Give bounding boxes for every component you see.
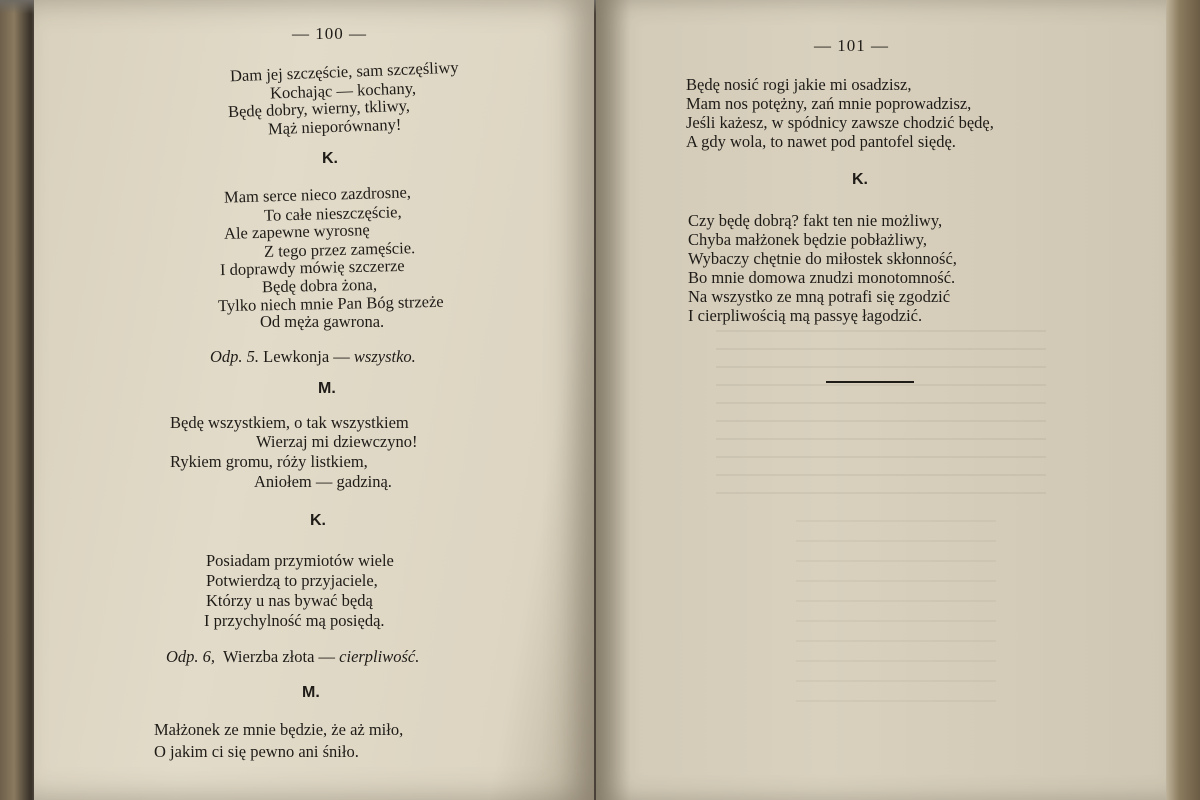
answer-prefix: Odp. 5. xyxy=(210,347,260,366)
verse-line: Mąż nieporównany! xyxy=(267,114,402,139)
verse-line: Wybaczy chętnie do miłostek skłonność, xyxy=(688,249,957,268)
verse-line: Małżonek ze mnie będzie, że aż miło, xyxy=(154,720,404,739)
verse-line: Aniołem — gadziną. xyxy=(254,472,392,491)
answer-text: Wierzba złota — xyxy=(223,647,336,666)
book-edge xyxy=(1166,0,1200,800)
verse-line: Z tego przez zamęście. xyxy=(263,238,416,261)
verse-line: Kochając — kochany, xyxy=(269,78,417,103)
speaker-label: K. xyxy=(852,171,868,188)
bleed-through-text xyxy=(796,520,996,720)
verse-line: Od męża gawrona. xyxy=(260,312,385,331)
verse-line: Dam jej szczęście, sam szczęśliwy xyxy=(229,57,459,86)
verse-line: Posiadam przymiotów wiele xyxy=(206,551,394,570)
page-number-right: — 101 — xyxy=(814,36,889,55)
speaker-label: M. xyxy=(318,380,336,397)
right-page xyxy=(596,0,1166,800)
left-page xyxy=(34,0,594,800)
speaker-label: K. xyxy=(310,512,326,529)
verse-line: Mam serce nieco zazdrosne, xyxy=(223,182,412,207)
page-number-left: — 100 — xyxy=(292,24,367,43)
verse-line: I doprawdy mówię szczerze xyxy=(219,255,405,280)
verse-line: To całe nieszczęście, xyxy=(263,202,402,225)
verse-line: I przychylność mą posiędą. xyxy=(204,611,385,630)
answer-word: cierpliwość. xyxy=(339,647,420,666)
answer-line xyxy=(166,647,419,667)
verse-line: Tylko niech mnie Pan Bóg strzeże xyxy=(217,291,444,316)
speaker-label: K. xyxy=(322,150,338,167)
verse-line: Chyba małżonek będzie pobłażliwy, xyxy=(688,230,928,249)
verse-line: Będę nosić rogi jakie mi osadzisz, xyxy=(686,75,912,94)
answer-word: wszystko. xyxy=(353,347,416,366)
verse-line: Bo mnie domowa znudzi monotomność. xyxy=(688,268,956,287)
verse-line: Wierzaj mi dziewczyno! xyxy=(256,432,418,451)
verse-line: Będę dobra żona, xyxy=(261,274,378,297)
verse-line: Potwierdzą to przyjaciele, xyxy=(206,571,378,590)
answer-prefix: Odp. 6, xyxy=(166,647,216,666)
verse-line: Jeśli każesz, w spódnicy zawsze chodzić będę, xyxy=(686,113,994,132)
verse-line: Będę dobry, wierny, tkliwy, xyxy=(227,95,411,122)
verse-line: Ale zapewne wyrosnę xyxy=(223,220,370,243)
verse-line: I cierpliwością mą passyę łagodzić. xyxy=(688,306,923,325)
verse-line: Na wszystko ze mną potrafi się zgodzić xyxy=(688,287,951,306)
bleed-through-text xyxy=(716,330,1046,510)
verse-line: Mam nos potężny, zań mnie poprowadzisz, xyxy=(686,94,972,113)
answer-line xyxy=(210,347,416,367)
verse-line: Będę wszystkiem, o tak wszystkiem xyxy=(170,413,409,432)
answer-text: Lewkonja — xyxy=(263,347,350,366)
verse-line: Którzy u nas bywać będą xyxy=(206,591,373,610)
verse-line: Rykiem gromu, róży listkiem, xyxy=(170,452,368,471)
verse-line: O jakim ci się pewno ani śniło. xyxy=(154,742,359,761)
verse-line: Czy będę dobrą? fakt ten nie możliwy, xyxy=(688,211,943,230)
speaker-label: M. xyxy=(302,684,320,701)
verse-line: A gdy wola, to nawet pod pantofel siędę. xyxy=(686,132,956,151)
